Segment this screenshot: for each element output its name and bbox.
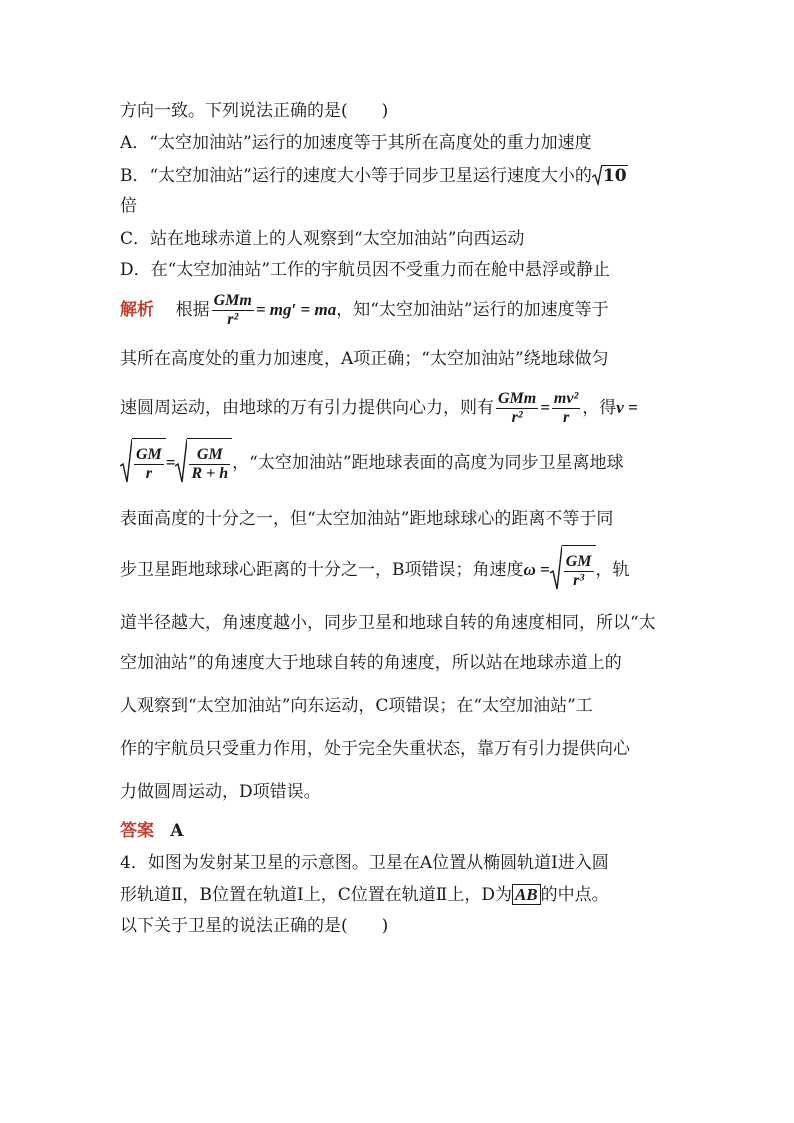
- analysis-line-4: $\frac{GM}{r}$ = $\frac{GM}{R + h}$ ，“太空加油站”距地球表面的高度为同步卫星离地球: [120, 438, 680, 488]
- analysis-line-1: 解析 根据 $\frac{\text{GMm}}{\text{r²}}$ = mg′ = ma，知“太空加油站”运行的加速度等于: [120, 292, 609, 328]
- arc-ab: AB: [512, 884, 541, 905]
- analysis-line-3: 速圆周运动，由地球的万有引力提供向心力，则有 $\frac{\text{GMm}}{\text{r²}}$ = $\frac{\text{mv²}}{r}$ ，得v =: [120, 390, 638, 426]
- fraction-gmm-r2: $\frac{\text{GMm}}{\text{r²}}$: [213, 292, 252, 328]
- analysis-line-6: 步卫星距地球球心距离的十分之一，B项错误；角速度ω = $\frac{GM}{\text{r³}}$ ，轨: [120, 545, 680, 595]
- answer-label: 答案: [120, 821, 154, 841]
- analysis-line-8: 空加油站”的角速度大于地球自转的角速度，所以站在地球赤道上的: [120, 653, 622, 673]
- sqrt-gm-r3: $\frac{GM}{\text{r³}}$: [550, 545, 596, 595]
- fraction-gmm-r2-b: $\frac{\text{GMm}}{\text{r²}}$: [498, 390, 537, 426]
- sqrt-gm-rh: $\frac{GM}{R + h}$: [175, 438, 232, 488]
- option-c: C．站在地球赤道上的人观察到“太空加油站”向西运动: [120, 229, 525, 249]
- option-a: A．“太空加油站”运行的加速度等于其所在高度处的重力加速度: [120, 133, 592, 153]
- sqrt-10: 10: [592, 165, 628, 187]
- analysis-line-10: 作的宇航员只受重力作用，处于完全失重状态，靠万有引力提供向心: [120, 739, 630, 759]
- sqrt-gm-r: $\frac{GM}{r}$: [120, 438, 166, 488]
- option-b: [120, 165, 680, 187]
- analysis-line-5: 表面高度的十分之一，但“太空加油站”距地球球心的距离不等于同: [120, 509, 614, 529]
- formula-mg-ma: = mg′ = ma: [255, 300, 337, 319]
- analysis-line-2: 其所在高度处的重力加速度，A项正确；“太空加油站”绕地球做匀: [120, 349, 609, 369]
- analysis-line-7: 道半径越大，角速度越小，同步卫星和地球自转的角速度相同，所以“太: [120, 613, 656, 633]
- formula-omega: ω =: [523, 560, 550, 579]
- question-4-line-1: 4．如图为发射某卫星的示意图。卫星在A位置从椭圆轨道Ⅰ进入圆: [120, 853, 609, 873]
- answer-line: [120, 820, 680, 842]
- answer-value: A: [170, 821, 184, 841]
- question-4-line-3: 以下关于卫星的说法正确的是( ): [120, 916, 389, 936]
- fraction-mv2-r: $\frac{\text{mv²}}{r}$: [553, 390, 579, 426]
- formula-v: v =: [616, 398, 638, 417]
- option-b-tail: 倍: [120, 196, 137, 216]
- option-b-text: B．“太空加油站”运行的速度大小等于同步卫星运行速度大小的: [120, 166, 592, 186]
- analysis-label: 解析: [120, 300, 154, 320]
- question-stem-end: 方向一致。下列说法正确的是( ): [120, 101, 389, 121]
- option-d: D．在“太空加油站”工作的宇航员因不受重力而在舱中悬浮或静止: [120, 260, 611, 280]
- analysis-line-11: 力做圆周运动，D项错误。: [120, 782, 321, 802]
- analysis-line-9: 人观察到“太空加油站”向东运动，C项错误；在“太空加油站”工: [120, 696, 593, 716]
- question-4-line-2: 形轨道Ⅱ，B位置在轨道Ⅰ上，C位置在轨道Ⅱ上，D为 AB 的中点。: [120, 885, 609, 905]
